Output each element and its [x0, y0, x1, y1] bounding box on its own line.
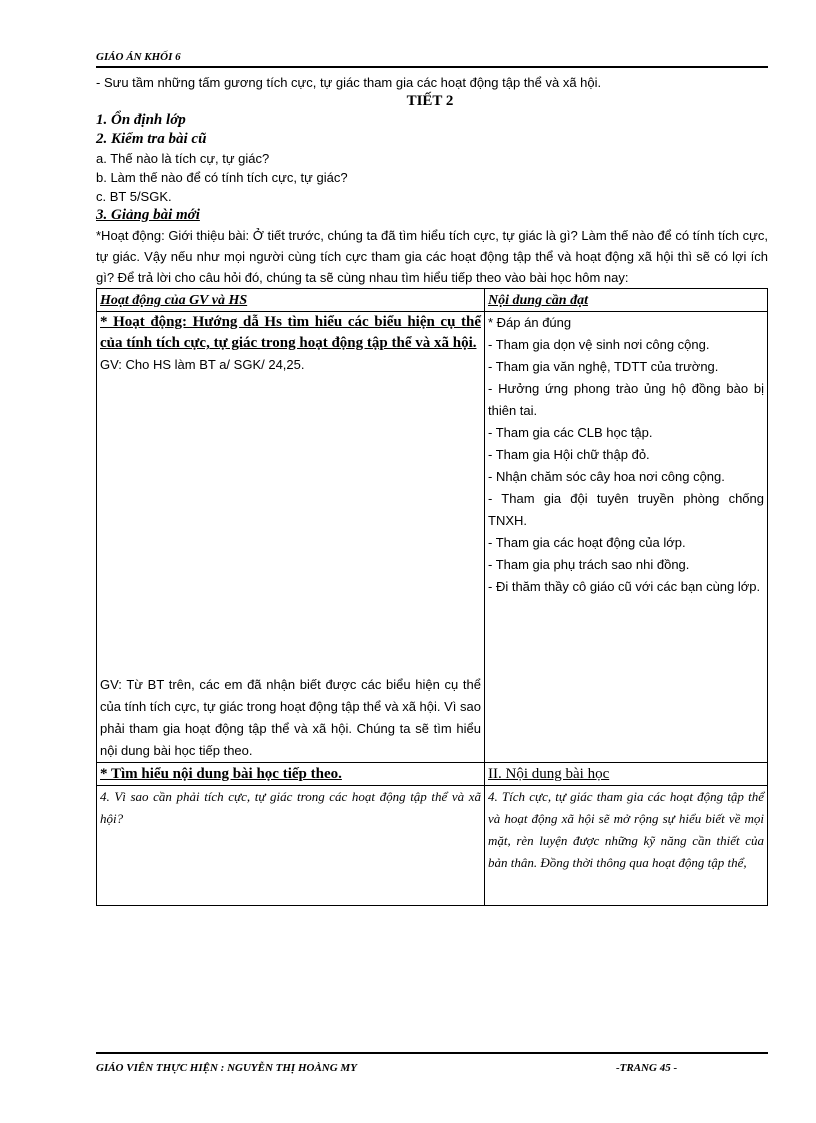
- answer-item: - Đi thăm thầy cô giáo cũ với các bạn cùng lớp.: [488, 579, 761, 594]
- page-header: GIÁO ÁN KHỐI 6: [96, 51, 181, 63]
- table-header-cell: [485, 289, 768, 312]
- answer-cell: [485, 786, 768, 906]
- answer-item: - Tham gia văn nghệ, TDTT của trường.: [488, 359, 719, 374]
- section-1-title: 1. Ổn định lớp: [96, 112, 186, 128]
- lesson-answer: 4. Tích cực, tự giác tham gia các hoạt động tập thể và hoạt động xã hội sẽ mở rộng sự hiểu biết về mọi mặt, rèn luyện được những kỹ năng cần thiết của bản thân. Đồng thời thông qua hoạt động tập thể,: [488, 789, 764, 870]
- activity-cell: [97, 312, 485, 763]
- lesson-title: TIẾT 2: [406, 93, 454, 109]
- review-question-c: c. BT 5/SGK.: [96, 189, 172, 204]
- content-cell: [485, 763, 768, 786]
- activity-title-2: * Tìm hiểu nội dung bài học tiếp theo.: [100, 766, 342, 782]
- document-page: [96, 48, 768, 906]
- table-row: [97, 763, 768, 786]
- table-row: [97, 786, 768, 906]
- answer-item: - Hưởng ứng phong trào ủng hộ đồng bào bị thiên tai.: [488, 381, 764, 418]
- cell-spacer: [100, 376, 481, 674]
- section-3-title: 3. Giảng bài mới: [96, 207, 200, 223]
- table-header-row: [97, 289, 768, 312]
- table-row: [97, 312, 768, 763]
- col2-header: Nội dung cần đạt: [488, 293, 588, 308]
- question-cell: [97, 786, 485, 906]
- activity-title: * Hoạt động: Hướng dẫ Hs tìm hiểu các biểu hiện cụ thể của tính tích cực, tự giác trong hoạt động tập thể và xã hội.: [100, 314, 481, 351]
- answer-item: - Tham gia phụ trách sao nhi đồng.: [488, 557, 690, 572]
- answer-item: - Tham gia đội tuyên truyền phòng chống TNXH.: [488, 491, 764, 528]
- header-rule: [96, 66, 768, 68]
- answer-item: - Tham gia các hoạt động của lớp.: [488, 535, 686, 550]
- review-question-a: a. Thế nào là tích cự, tự giác?: [96, 151, 270, 166]
- gv-summary: GV: Từ BT trên, các em đã nhận biết được các biểu hiện cụ thể của tính tích cực, tự giác trong hoạt động tập thể và xã hội. Vì sao phải tham gia hoạt động tập thể và xã hội. Chúng ta sẽ tìm hiểu nội dung bài học tiếp theo.: [100, 677, 481, 758]
- activity-cell: [97, 763, 485, 786]
- page-footer: [96, 1052, 768, 1074]
- content-title: II. Nội dung bài học: [488, 766, 610, 782]
- footer-page-number: -TRANG 45 -: [616, 1062, 678, 1074]
- answer-title: * Đáp án đúng: [488, 315, 572, 330]
- answer-item: - Tham gia Hội chữ thập đỏ.: [488, 447, 650, 462]
- review-question-b: b. Làm thế nào để có tính tích cực, tự giác?: [96, 170, 348, 185]
- table-header-cell: [97, 289, 485, 312]
- col1-header: Hoạt động của GV và HS: [100, 293, 248, 308]
- section-2-title: 2. Kiểm tra bài cũ: [96, 131, 207, 147]
- answer-item: - Nhận chăm sóc cây hoa nơi công cộng.: [488, 469, 725, 484]
- intro-paragraph: *Hoạt động: Giới thiệu bài: Ở tiết trước, chúng ta đã tìm hiểu tích cực, tự giác là gì? Làm thế nào để có tính tích cực, tự giác. Vậy nếu như mọi người cùng tích cực tham gia các hoạt động tập thể và hoạt động xã hội thì sẽ có lợi ích gì? Để trả lời cho câu hỏi đó, chúng ta sẽ cùng nhau tìm hiểu tiếp theo vào bài học hôm nay:: [96, 228, 768, 285]
- answer-item: - Tham gia các CLB học tập.: [488, 425, 653, 440]
- lesson-table: [96, 288, 768, 906]
- answer-item: - Tham gia dọn vệ sinh nơi công cộng.: [488, 337, 710, 352]
- footer-teacher: GIÁO VIÊN THỰC HIỆN : NGUYỄN THỊ HOÀNG MY: [96, 1062, 357, 1074]
- intro-task: - Sưu tầm những tấm gương tích cực, tự giác tham gia các hoạt động tập thể và xã hội.: [96, 75, 602, 90]
- gv-instruction: GV: Cho HS làm BT a/ SGK/ 24,25.: [100, 357, 305, 372]
- content-cell: [485, 312, 768, 763]
- lesson-question: 4. Vì sao cần phải tích cực, tự giác trong các hoạt động tập thể và xã hội?: [100, 789, 481, 826]
